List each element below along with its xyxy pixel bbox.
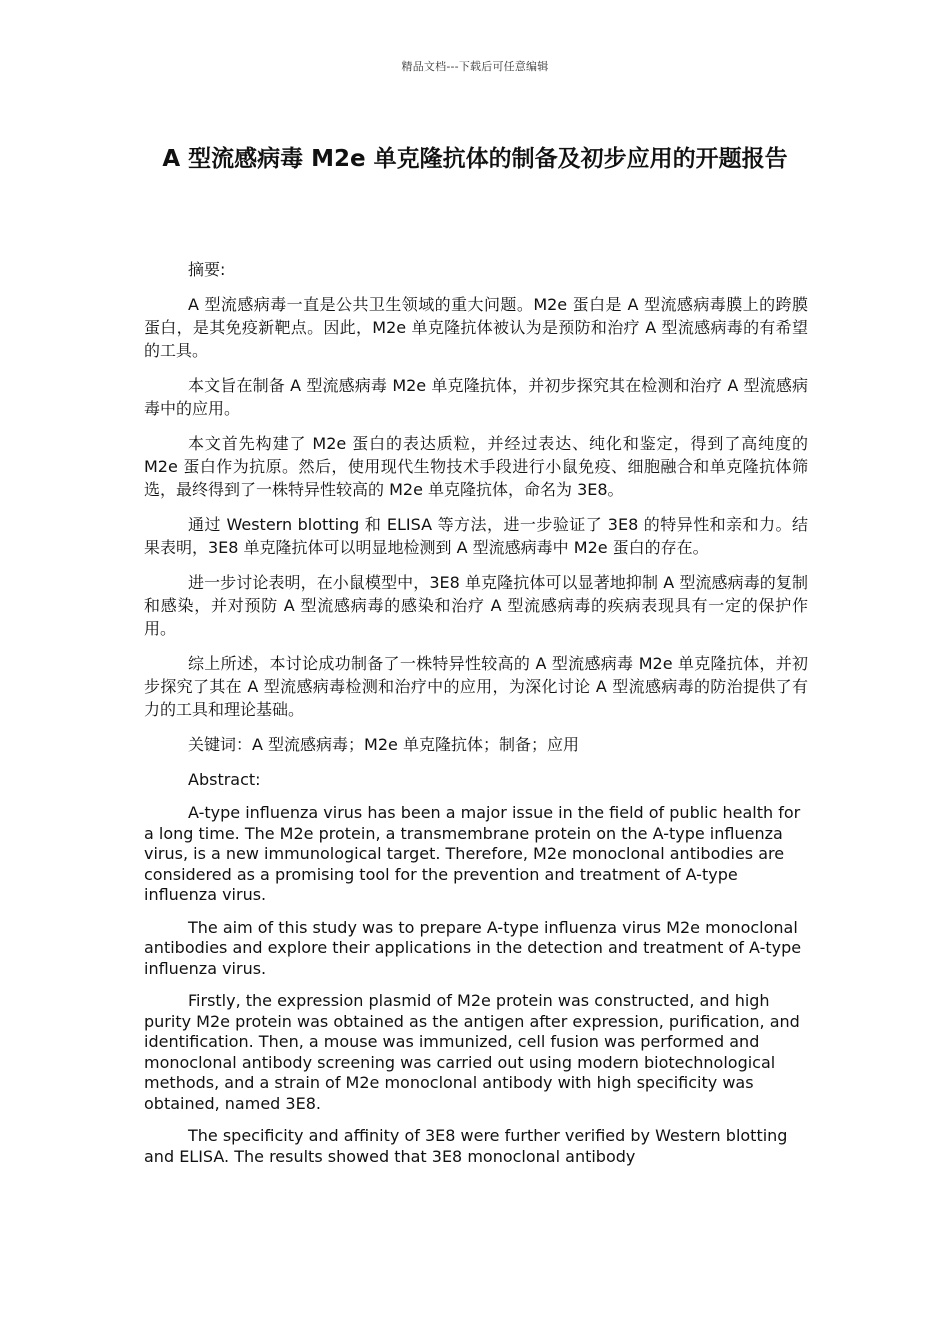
document-title: A 型流感病毒 M2e 单克隆抗体的制备及初步应用的开题报告 [162, 146, 788, 172]
cn-paragraph: 本文旨在制备 A 型流感病毒 M2e 单克隆抗体，并初步探究其在检测和治疗 A 型流感病毒中的应用。 [144, 376, 808, 418]
cn-paragraph: 综上所述，本讨论成功制备了一株特异性较高的 A 型流感病毒 M2e 单克隆抗体，并初步探究了其在 A 型流感病毒检测和治疗中的应用，为深化讨论 A 型流感病毒的防治提供了有力的工具和理论基础。 [144, 654, 808, 719]
en-paragraph: The specificity and affinity of 3E8 were further verified by Western blotting and ELISA. The results showed that 3E8 monoclonal antibody [144, 1126, 788, 1166]
cn-paragraph: A 型流感病毒一直是公共卫生领域的重大问题。M2e 蛋白是 A 型流感病毒膜上的跨膜蛋白，是其免疫新靶点。因此，M2e 单克隆抗体被认为是预防和治疗 A 型流感病毒的有希望的工具。 [144, 295, 808, 360]
abstract-en-label: Abstract: [188, 770, 261, 789]
document-body [144, 258, 808, 1179]
en-paragraph: The aim of this study was to prepare A-type influenza virus M2e monoclonal antibodies and explore their applications in the detection and treatment of A-type influenza virus. [144, 917, 802, 978]
en-paragraph: A-type influenza virus has been a major issue in the field of public health for a long time. The M2e protein, a transmembrane protein on the A-type influenza virus, is a new immunological target. Therefore, M2e monoclonal antibodies are considered as a promising tool for the prevention and treatment of A-type influenza virus. [144, 803, 801, 904]
header-note: 精品文档---下载后可任意编辑 [401, 60, 549, 73]
cn-paragraph: 进一步讨论表明，在小鼠模型中，3E8 单克隆抗体可以显著地抑制 A 型流感病毒的复制和感染，并对预防 A 型流感病毒的感染和治疗 A 型流感病毒的疾病表现具有一定的保护作用。 [144, 573, 808, 638]
cn-paragraph: 本文首先构建了 M2e 蛋白的表达质粒，并经过表达、纯化和鉴定，得到了高纯度的 M2e 蛋白作为抗原。然后，使用现代生物技术手段进行小鼠免疫、细胞融合和单克隆抗体筛选，最终得到了一株特异性较高的 M2e 单克隆抗体，命名为 3E8。 [144, 434, 808, 499]
abstract-label: 摘要: [188, 260, 226, 279]
keywords: 关键词：A 型流感病毒；M2e 单克隆抗体；制备；应用 [188, 735, 579, 754]
en-paragraph: Firstly, the expression plasmid of M2e protein was constructed, and high purity M2e protein was obtained as the antigen after expression, purification, and identification. Then, a mouse was immunized, cell fusion was performed and monoclonal antibody screening was carried out using modern biotechnological methods, and a strain of M2e monoclonal antibody with high specificity was obtained, named 3E8. [144, 991, 800, 1113]
cn-paragraph: 通过 Western blotting 和 ELISA 等方法，进一步验证了 3E8 的特异性和亲和力。结果表明，3E8 单克隆抗体可以明显地检测到 A 型流感病毒中 M2e 蛋白的存在。 [144, 515, 808, 557]
